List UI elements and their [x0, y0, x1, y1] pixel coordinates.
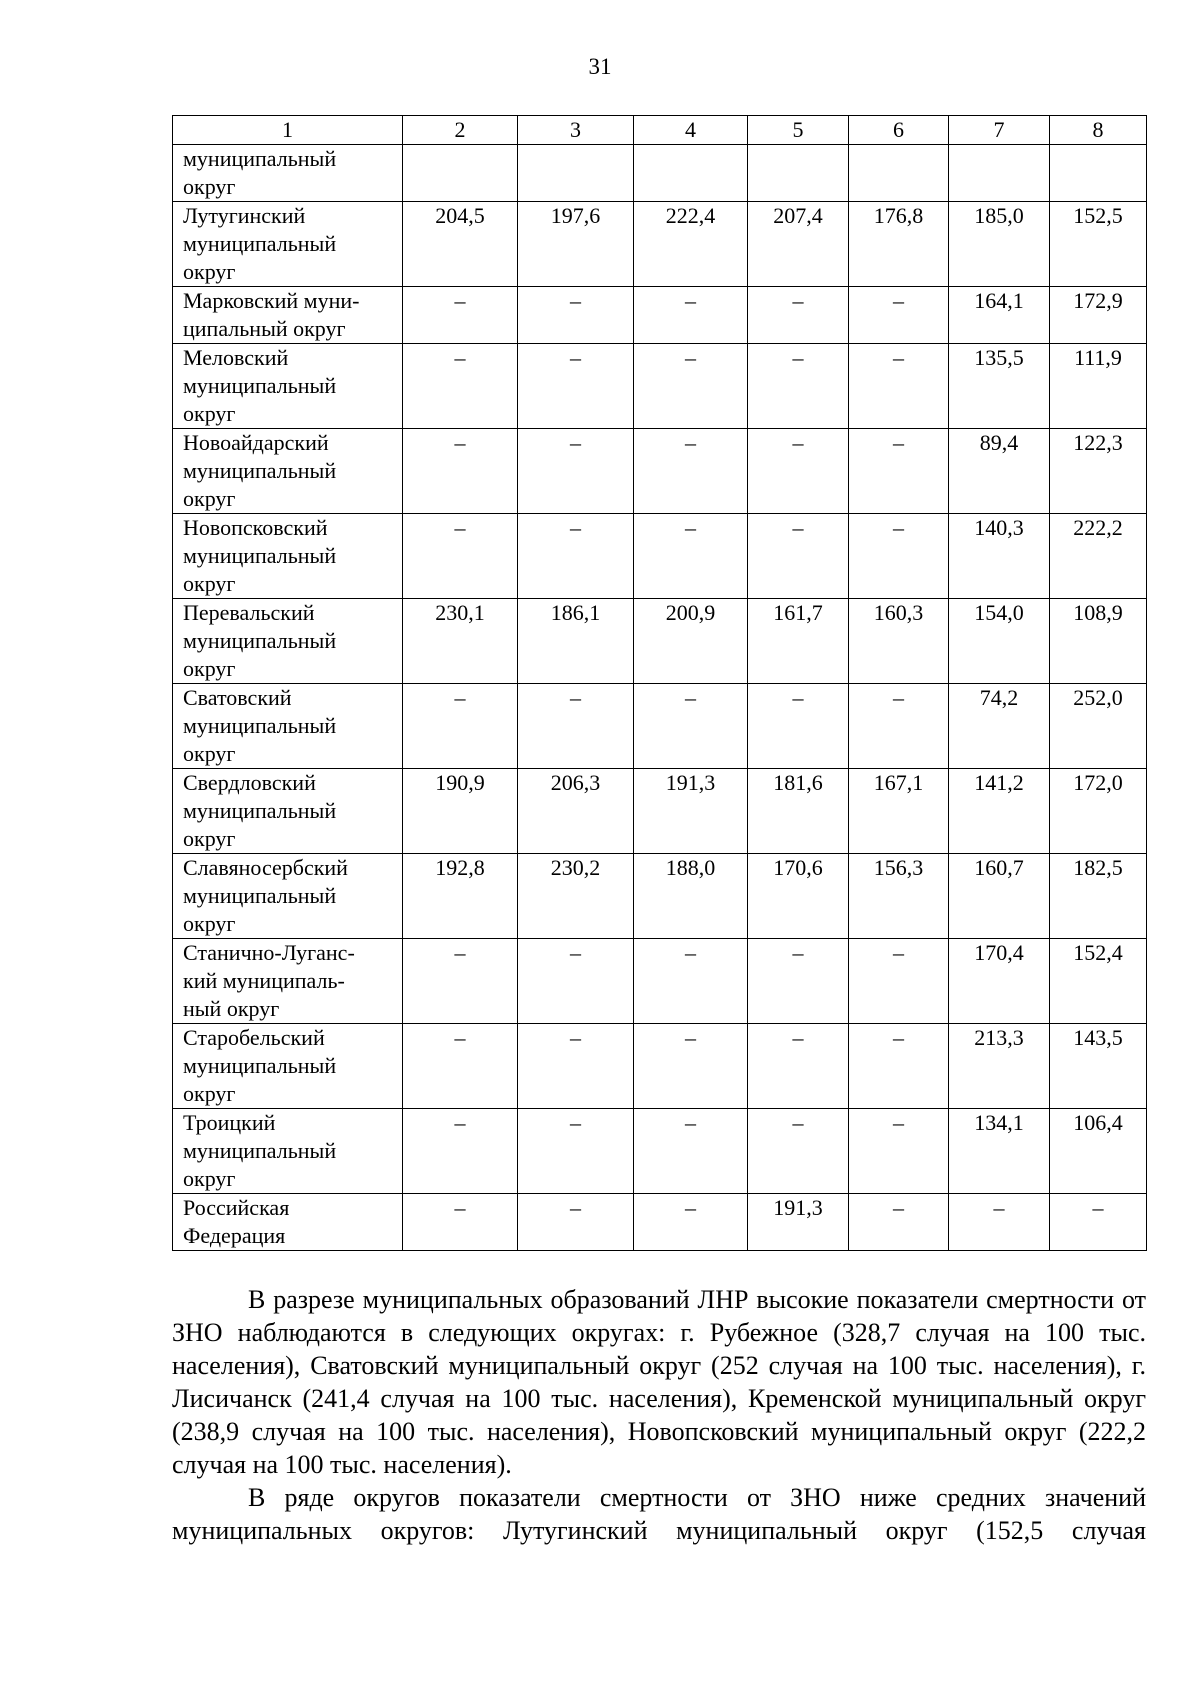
value-cell: 230,2	[518, 854, 634, 939]
table-row	[173, 1194, 1147, 1251]
value-cell: 106,4	[1050, 1109, 1147, 1194]
value-cell: –	[634, 429, 748, 514]
table-row	[173, 684, 1147, 769]
row-name-cell: Новоайдарский муниципальный округ	[173, 429, 403, 514]
row-name-cell: Славяносербский муниципальный округ	[173, 854, 403, 939]
value-cell: –	[849, 1109, 949, 1194]
value-cell: 181,6	[748, 769, 849, 854]
row-name-cell: Станично-Луганс- кий муниципаль- ный округ	[173, 939, 403, 1024]
mortality-table	[172, 115, 1147, 1251]
value-cell: –	[634, 514, 748, 599]
value-cell: –	[748, 1109, 849, 1194]
table-header-row	[173, 116, 1147, 145]
table-row	[173, 287, 1147, 344]
value-cell: –	[403, 344, 518, 429]
value-cell: –	[849, 1024, 949, 1109]
value-cell	[849, 145, 949, 202]
value-cell: –	[849, 939, 949, 1024]
row-name-cell: Перевальский муниципальный округ	[173, 599, 403, 684]
value-cell: 170,6	[748, 854, 849, 939]
body-text-paragraph-1	[172, 1283, 1146, 1481]
value-cell: –	[518, 514, 634, 599]
value-cell: 74,2	[949, 684, 1050, 769]
value-cell: 154,0	[949, 599, 1050, 684]
value-cell	[949, 145, 1050, 202]
row-name-cell: Лутугинский муниципальный округ	[173, 202, 403, 287]
value-cell: 167,1	[849, 769, 949, 854]
value-cell	[403, 145, 518, 202]
table-row	[173, 202, 1147, 287]
table-row	[173, 1109, 1147, 1194]
value-cell: –	[1050, 1194, 1147, 1251]
value-cell: –	[634, 1194, 748, 1251]
value-cell: –	[634, 287, 748, 344]
table-row	[173, 344, 1147, 429]
value-cell: 172,0	[1050, 769, 1147, 854]
value-cell: 207,4	[748, 202, 849, 287]
header-cell: 4	[634, 116, 748, 145]
value-cell: 152,4	[1050, 939, 1147, 1024]
value-cell: –	[634, 344, 748, 429]
value-cell: 191,3	[748, 1194, 849, 1251]
table-row	[173, 514, 1147, 599]
value-cell: –	[748, 287, 849, 344]
row-name-cell: Троицкий муниципальный округ	[173, 1109, 403, 1194]
value-cell: 108,9	[1050, 599, 1147, 684]
value-cell: 185,0	[949, 202, 1050, 287]
value-cell: –	[748, 939, 849, 1024]
table-row	[173, 145, 1147, 202]
value-cell: –	[403, 1109, 518, 1194]
value-cell: –	[518, 429, 634, 514]
header-cell: 6	[849, 116, 949, 145]
row-name-cell: муниципальный округ	[173, 145, 403, 202]
value-cell	[1050, 145, 1147, 202]
value-cell: –	[849, 684, 949, 769]
value-cell: 191,3	[634, 769, 748, 854]
value-cell: 135,5	[949, 344, 1050, 429]
value-cell: –	[748, 514, 849, 599]
header-cell: 7	[949, 116, 1050, 145]
value-cell: 252,0	[1050, 684, 1147, 769]
value-cell: –	[949, 1194, 1050, 1251]
value-cell: 160,3	[849, 599, 949, 684]
value-cell: –	[748, 684, 849, 769]
row-name-cell: Меловский муниципальный округ	[173, 344, 403, 429]
body-text-paragraph-2	[172, 1481, 1146, 1547]
table-row	[173, 939, 1147, 1024]
value-cell: –	[849, 287, 949, 344]
table-row	[173, 429, 1147, 514]
row-name-cell: Свердловский муниципальный округ	[173, 769, 403, 854]
page-number: 31	[588, 54, 612, 79]
value-cell: 152,5	[1050, 202, 1147, 287]
value-cell: –	[634, 1109, 748, 1194]
value-cell: –	[748, 429, 849, 514]
value-cell: –	[518, 1109, 634, 1194]
paragraph-2-text: В ряде округов показатели смертности от ЗНО ниже средних значений муниципальных округов: Лутугинский муниципальный округ (152,5 случая	[172, 1483, 1146, 1545]
value-cell: –	[849, 344, 949, 429]
value-cell	[518, 145, 634, 202]
value-cell: –	[748, 1024, 849, 1109]
header-cell: 2	[403, 116, 518, 145]
value-cell: –	[518, 287, 634, 344]
value-cell: –	[403, 1024, 518, 1109]
value-cell: 213,3	[949, 1024, 1050, 1109]
value-cell: 176,8	[849, 202, 949, 287]
value-cell: –	[849, 514, 949, 599]
value-cell: –	[518, 1024, 634, 1109]
value-cell: 182,5	[1050, 854, 1147, 939]
value-cell: –	[748, 344, 849, 429]
paragraph-1-text: В разрезе муниципальных образований ЛНР высокие показатели смертности от ЗНО наблюдаются в следующих округах: г. Рубежное (328,7 случая на 100 тыс. населения), Сватовский муниципальный округ (252 случая на 100 тыс. населения), г. Лисичанск (241,4 случая на 100 тыс. населения), Кременской муниципальный округ (238,9 случая на 100 тыс. населения), Новопсковский муниципальный округ (222,2 случая на 100 тыс. населения).	[172, 1285, 1146, 1479]
value-cell: 160,7	[949, 854, 1050, 939]
header-cell: 3	[518, 116, 634, 145]
value-cell: 156,3	[849, 854, 949, 939]
row-name-cell: Новопсковский муниципальный округ	[173, 514, 403, 599]
value-cell: 164,1	[949, 287, 1050, 344]
table-row	[173, 599, 1147, 684]
value-cell: 222,2	[1050, 514, 1147, 599]
table-row	[173, 854, 1147, 939]
row-name-cell: Старобельский муниципальный округ	[173, 1024, 403, 1109]
value-cell: 192,8	[403, 854, 518, 939]
row-name-cell: Сватовский муниципальный округ	[173, 684, 403, 769]
value-cell: –	[518, 684, 634, 769]
value-cell: –	[518, 939, 634, 1024]
value-cell: 111,9	[1050, 344, 1147, 429]
value-cell: –	[634, 1024, 748, 1109]
value-cell: 161,7	[748, 599, 849, 684]
table-row	[173, 1024, 1147, 1109]
value-cell: 143,5	[1050, 1024, 1147, 1109]
value-cell: 186,1	[518, 599, 634, 684]
value-cell: 222,4	[634, 202, 748, 287]
value-cell: 172,9	[1050, 287, 1147, 344]
value-cell: –	[403, 514, 518, 599]
value-cell: –	[518, 1194, 634, 1251]
row-name-cell: Российская Федерация	[173, 1194, 403, 1251]
value-cell: –	[403, 1194, 518, 1251]
value-cell: 122,3	[1050, 429, 1147, 514]
value-cell: 230,1	[403, 599, 518, 684]
value-cell	[748, 145, 849, 202]
value-cell	[634, 145, 748, 202]
value-cell: 140,3	[949, 514, 1050, 599]
table-body	[173, 116, 1147, 1251]
value-cell: 134,1	[949, 1109, 1050, 1194]
header-cell: 1	[173, 116, 403, 145]
value-cell: –	[634, 684, 748, 769]
value-cell: –	[403, 939, 518, 1024]
value-cell: 188,0	[634, 854, 748, 939]
value-cell: 206,3	[518, 769, 634, 854]
header-cell: 8	[1050, 116, 1147, 145]
value-cell: 204,5	[403, 202, 518, 287]
value-cell: 89,4	[949, 429, 1050, 514]
value-cell: –	[403, 684, 518, 769]
value-cell: 200,9	[634, 599, 748, 684]
value-cell: 170,4	[949, 939, 1050, 1024]
value-cell: –	[518, 344, 634, 429]
value-cell: –	[634, 939, 748, 1024]
value-cell: –	[849, 1194, 949, 1251]
row-name-cell: Марковский муни- ципальный округ	[173, 287, 403, 344]
value-cell: –	[849, 429, 949, 514]
value-cell: 190,9	[403, 769, 518, 854]
value-cell: 197,6	[518, 202, 634, 287]
value-cell: 141,2	[949, 769, 1050, 854]
value-cell: –	[403, 287, 518, 344]
value-cell: –	[403, 429, 518, 514]
table-row	[173, 769, 1147, 854]
header-cell: 5	[748, 116, 849, 145]
